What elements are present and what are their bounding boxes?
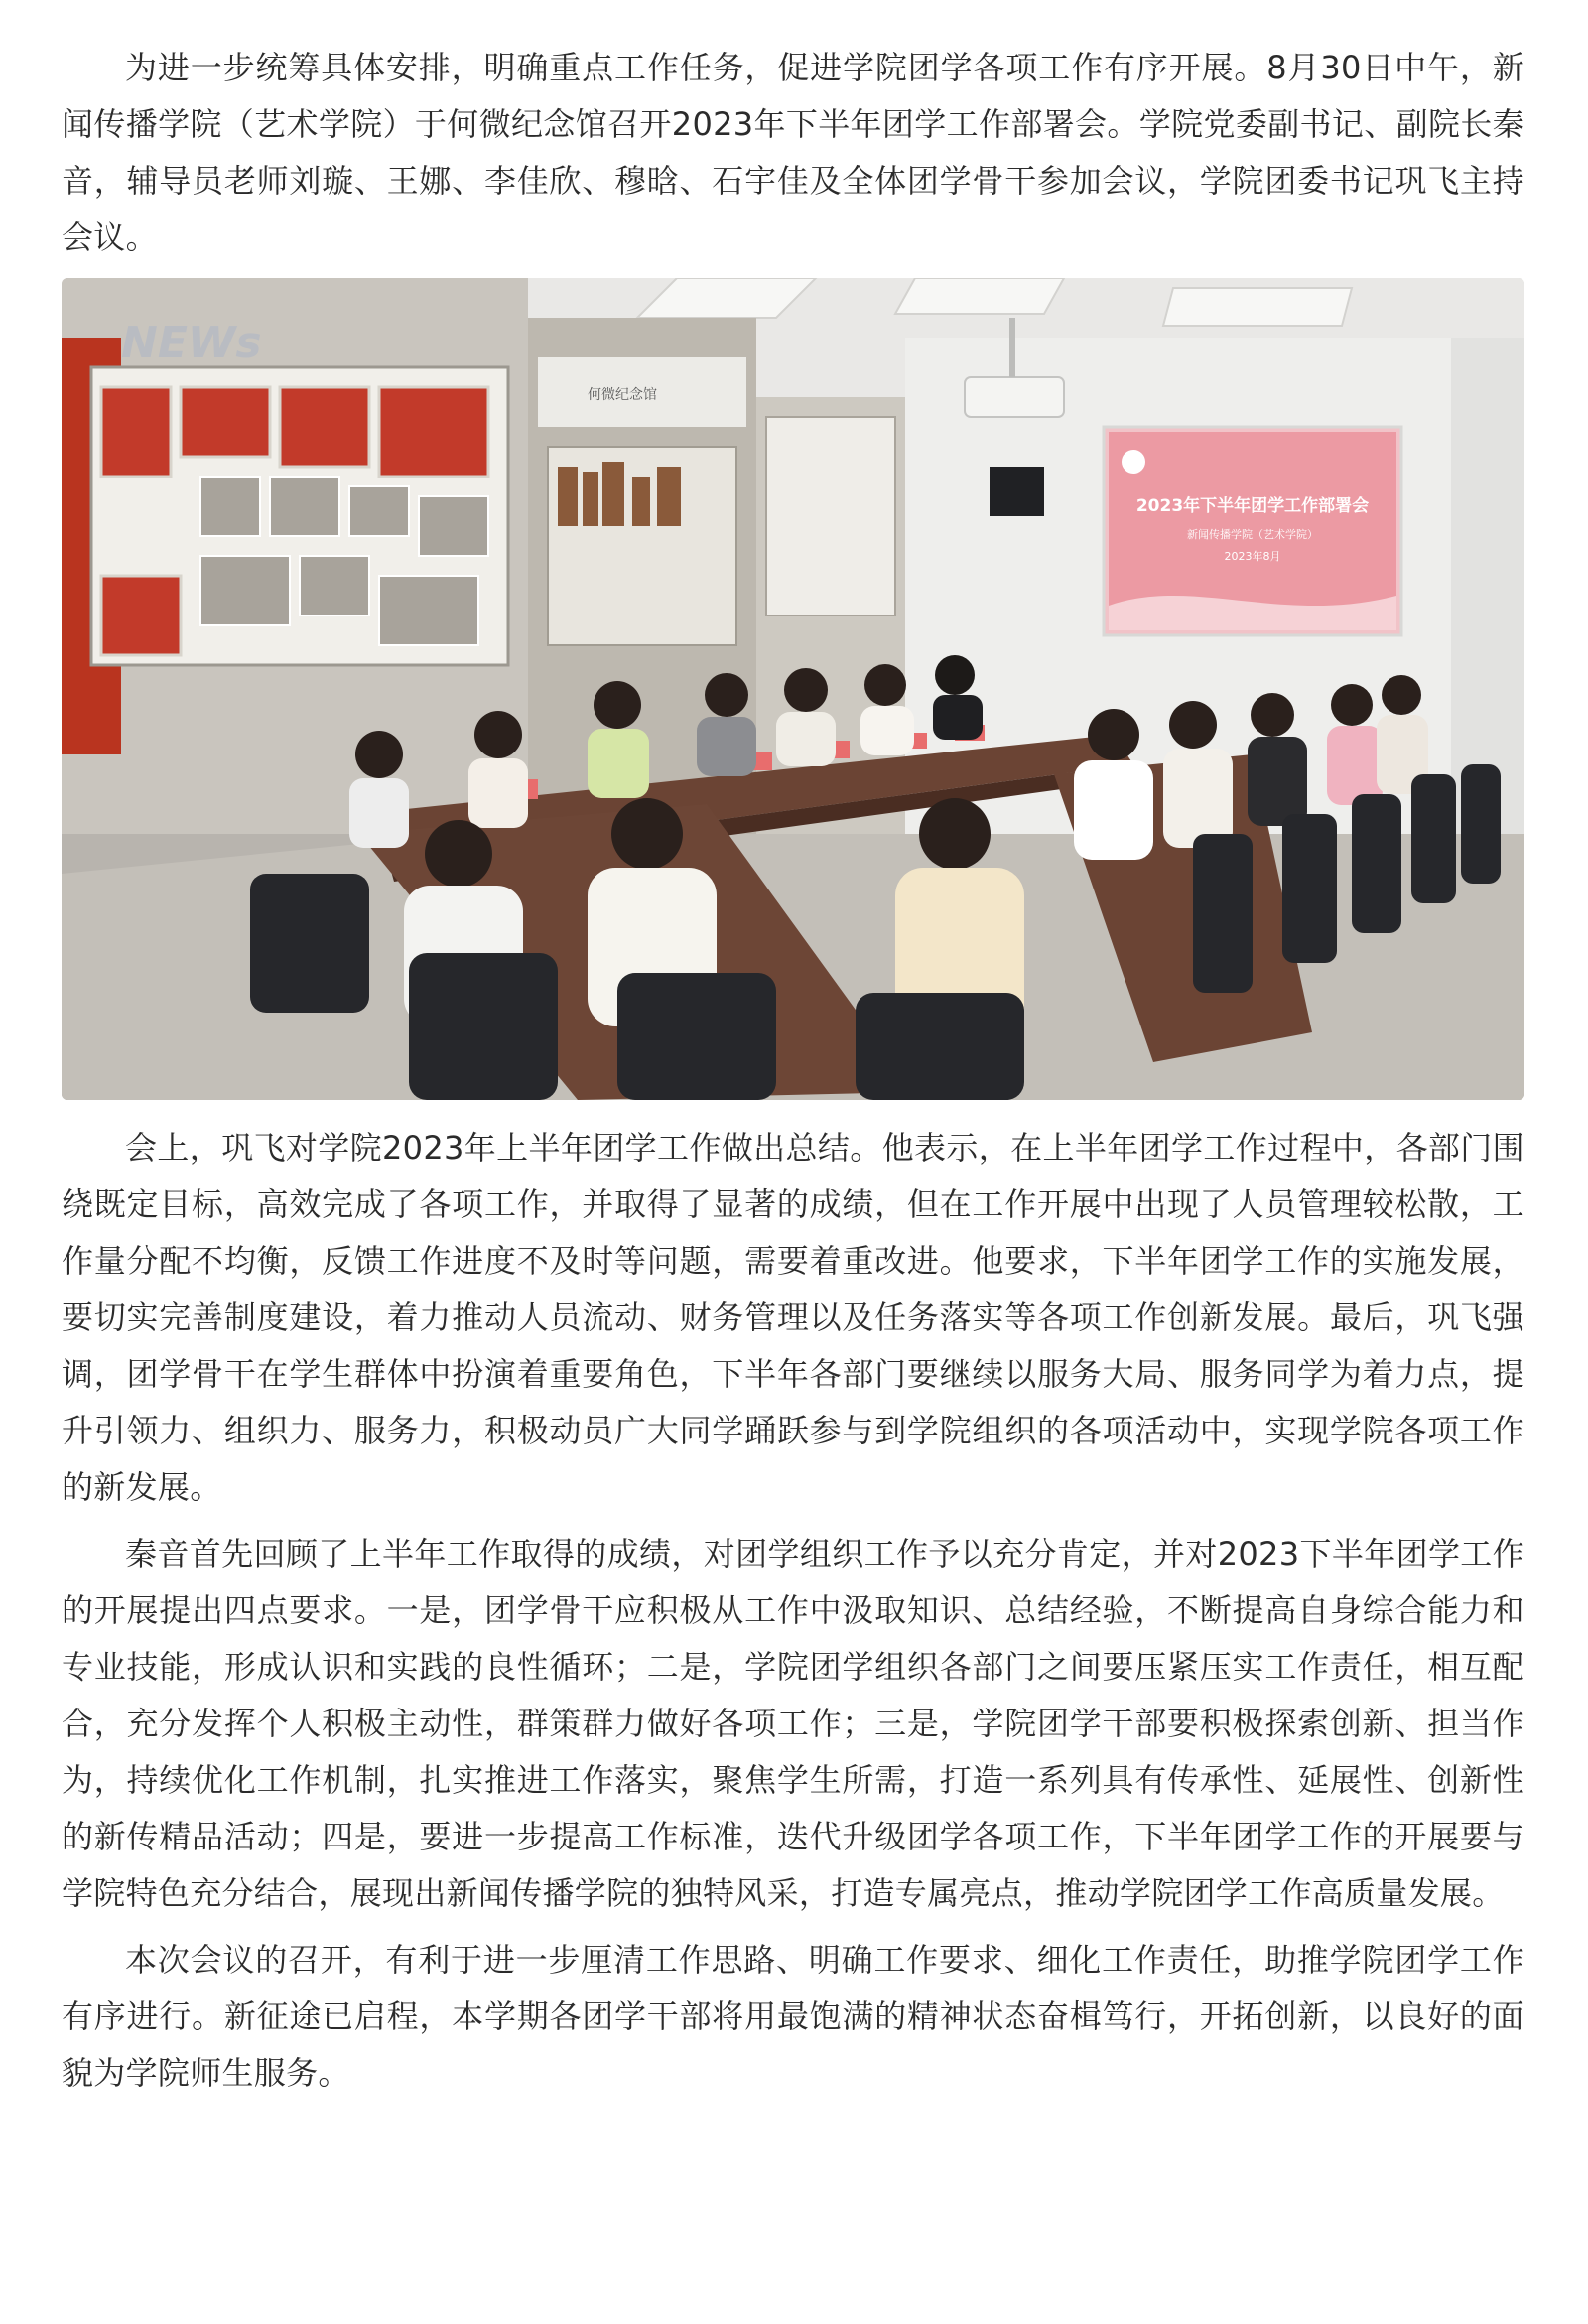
museum-name-plaque: 何微纪念馆 (588, 387, 657, 403)
screen-subtitle: 新闻传播学院（艺术学院） (1187, 528, 1318, 541)
paragraph-requirements: 秦音首先回顾了上半年工作取得的成绩，对团学组织工作予以充分肯定，并对2023下半年团学工作的开展提出四点要求。一是，团学骨干应积极从工作中汲取知识、总结经验，不断提高自身综合能力和专业技能，形成认识和实践的良性循环；二是，学院团学组织各部门之间要压紧压实工作责任，相互配合，充分发挥个人积极主动性，群策群力做好各项工作；三是，学院团学干部要积极探索创新、担当作为，持续优化工作机制，扎实推进工作落实，聚焦学生所需，打造一系列具有传承性、延展性、创新性的新传精品活动；四是，要进一步提高工作标准，迭代升级团学各项工作，下半年团学工作的开展要与学院特色充分结合，展现出新闻传播学院的独特风采，打造专属亮点，推动学院团学工作高质量发展。 (62, 1535, 1524, 1912)
screen-date: 2023年8月 (1224, 550, 1281, 563)
paragraph-summary: 会上，巩飞对学院2023年上半年团学工作做出总结。他表示，在上半年团学工作过程中，各部门围绕既定目标，高效完成了各项工作，并取得了显著的成绩，但在工作开展中出现了人员管理较松散，工作量分配不均衡，反馈工作进度不及时等问题，需要着重改进。他要求，下半年团学工作的实施发展，要切实完善制度建设，着力推动人员流动、财务管理以及任务落实等各项工作创新发展。最后，巩飞强调，团学骨干在学生群体中扮演着重要角色，下半年各部门要继续以服务大局、服务同学为着力点，提升引领力、组织力、服务力，积极动员广大同学踊跃参与到学院组织的各项活动中，实现学院各项工作的新发展。 (62, 1129, 1524, 1506)
paragraph-conclusion: 本次会议的召开，有利于进一步厘清工作思路、明确工作要求、细化工作责任，助推学院团学工作有序进行。新征途已启程，本学期各团学干部将用最饱满的精神状态奋楫笃行，开拓创新，以良好的面貌为学院师生服务。 (62, 1941, 1524, 2092)
paragraph-intro: 为进一步统筹具体安排，明确重点工作任务，促进学院团学各项工作有序开展。8月30日中午，新闻传播学院（艺术学院）于何微纪念馆召开2023年下半年团学工作部署会。学院党委副书记、副院长秦音，辅导员老师刘璇、王娜、李佳欣、穆晗、石宇佳及全体团学骨干参加会议，学院团委书记巩飞主持会议。 (62, 49, 1524, 256)
screen-title: 2023年下半年团学工作部署会 (1135, 496, 1370, 516)
wall-news-sign: NEWs (121, 318, 262, 368)
meeting-photo (62, 278, 1524, 1100)
article (62, 40, 1524, 2102)
